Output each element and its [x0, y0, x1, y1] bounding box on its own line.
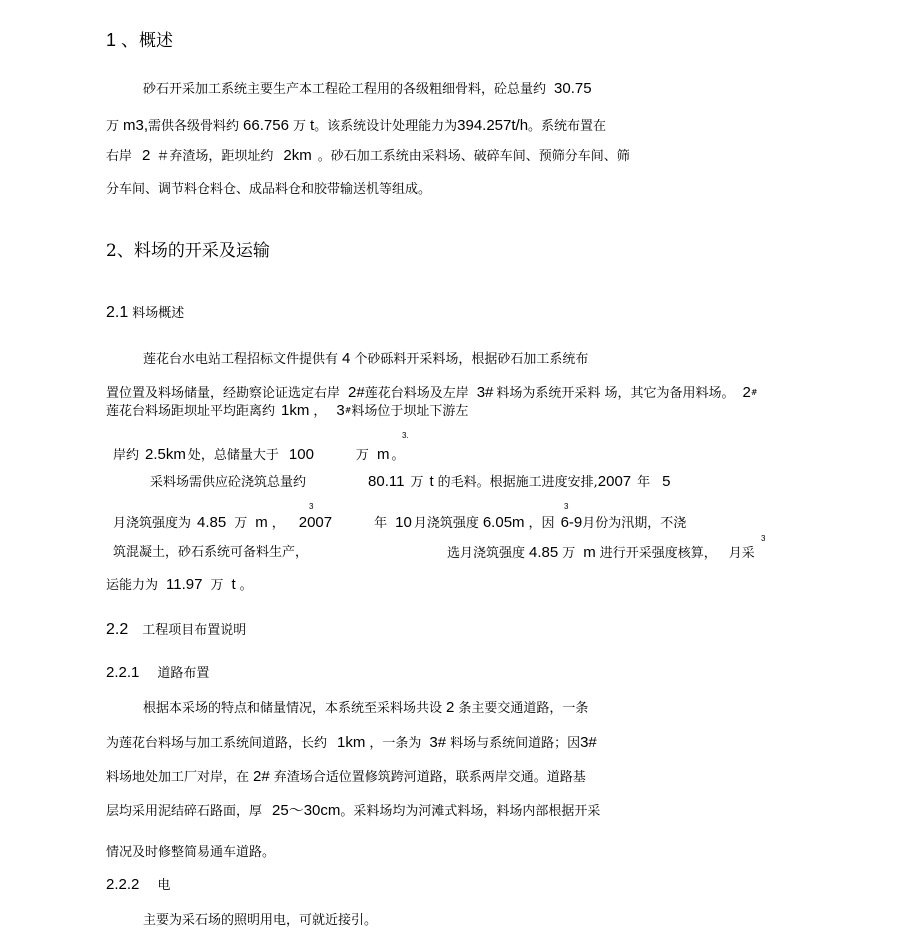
section-2-2-2-heading [106, 876, 170, 895]
value: 30.75 [554, 80, 592, 97]
text: ， [271, 516, 285, 531]
section-2-1-heading [106, 304, 184, 323]
value: 3# [429, 734, 447, 751]
text: 置位置及料场储量，经勘察论证选定右岸 [106, 386, 341, 401]
paragraph-line [143, 80, 592, 99]
paragraph-line [143, 699, 588, 718]
section-2-2-1-heading [106, 664, 209, 683]
text: 莲花台水电站工程招标文件提供有 [143, 352, 339, 367]
text: 万 [410, 475, 424, 490]
text: ＃弃渣场，距坝址约 [156, 149, 274, 164]
text: 分车间、调节料仓料仓、成品料仓和胶带输送机等组成。 [106, 182, 432, 197]
text: 。该系统设计处理能力为 [314, 119, 458, 134]
value: 2# [348, 384, 365, 401]
value: 3# [580, 734, 597, 751]
value: 80.11 [368, 473, 405, 490]
text: 层均采用泥结碎石路面，厚 [106, 804, 263, 819]
paragraph-line [106, 802, 600, 821]
text: 万 [210, 578, 224, 593]
section-number: 2.1 [106, 304, 129, 321]
paragraph-line [106, 844, 275, 862]
section-number: 2.2 [106, 621, 129, 638]
section-number: 2.2.2 [106, 876, 140, 893]
value: 4.85 [529, 544, 559, 561]
value: 10 [395, 514, 412, 531]
text: ，一条为 [369, 736, 422, 751]
text: ， [313, 404, 327, 419]
text: 为莲花台料场与加工系统间道路，长约 [106, 736, 328, 751]
value: 2# [253, 768, 270, 785]
text: 万 [234, 516, 248, 531]
text: 需供各级骨料约 [148, 119, 240, 134]
text: 主要为采石场的照明用电，可就近接引。 [143, 913, 378, 928]
value: 66.756 [243, 117, 289, 134]
text: 莲花台料场距坝址平均距离约 [106, 404, 276, 419]
text: ，因 [528, 516, 555, 531]
text: 月采 [728, 546, 755, 561]
value: 1km [337, 734, 366, 751]
text: 情况及时修整简易通车道路。 [106, 845, 276, 860]
value: 11.97 [166, 576, 203, 593]
paragraph-line [106, 384, 758, 403]
text: 。系统布置在 [528, 119, 607, 134]
text: 运能力为 [106, 578, 159, 593]
text: 。砂石加工系统由采料场、破碎车间、预筛分车间、筛 [317, 149, 630, 164]
text: 万 [562, 546, 576, 561]
text: 莲花台料场及左岸 [364, 386, 469, 401]
text: 。采料场均为河滩式料场，料场内部根据开采 [340, 804, 601, 819]
section-1-heading [106, 29, 173, 52]
superscript: 3 [761, 534, 766, 543]
text: 个砂砾料开采料场，根据砂石加工系统布 [354, 352, 589, 367]
paragraph-line [113, 544, 308, 562]
section-2-heading [106, 240, 270, 262]
section-title: 道路布置 [157, 666, 210, 681]
value: 2007 [298, 514, 333, 531]
value: 5 [662, 473, 671, 490]
text: 条主要交通道路，一条 [458, 701, 589, 716]
text: 。 [391, 448, 405, 463]
value: 3# [476, 384, 494, 401]
value: t [429, 473, 434, 490]
text: 的毛料。根据施工进度安排, [437, 475, 598, 490]
text: 根据本采场的特点和储量情况，本系统至采料场共设 [143, 701, 443, 716]
value: t [309, 117, 315, 134]
paragraph-line [143, 350, 588, 369]
superscript: # [750, 388, 758, 397]
value: 100 [288, 446, 314, 463]
text: 年 [374, 516, 388, 531]
value: 2 [142, 147, 151, 164]
superscript: 3 [564, 502, 569, 511]
superscript: # [344, 406, 352, 415]
section-number: 2.2.1 [106, 664, 140, 681]
value: 4 [342, 350, 351, 367]
value: 25～30cm [272, 802, 341, 819]
text: 料场位于坝址下游左 [351, 404, 469, 419]
value: 2.5km [145, 446, 186, 463]
text: 选月浇筑强度 [447, 546, 526, 561]
section-title: 工程项目布置说明 [142, 623, 247, 638]
paragraph-line [113, 446, 404, 465]
section-2-2-heading [106, 621, 246, 640]
text: 月浇筑强度 [413, 516, 479, 531]
text: 岸约 [113, 448, 140, 463]
text: 筑混凝土，砂石系统可备料生产， [113, 545, 309, 560]
paragraph-line [447, 544, 755, 563]
text: 采料场需供应砼浇筑总量约 [150, 475, 307, 490]
paragraph-line [106, 117, 606, 136]
value: 394.257t/h [457, 117, 529, 134]
value: m [376, 446, 390, 463]
text: 处，总储量大于 [187, 448, 279, 463]
section-title: 电 [157, 878, 171, 893]
text: 万 [292, 119, 306, 134]
section-title: 概述 [139, 31, 174, 51]
superscript: 3. [402, 431, 409, 440]
paragraph-line [113, 514, 686, 533]
text: 进行开采强度核算， [599, 546, 717, 561]
value: 4.85 [197, 514, 227, 531]
paragraph-line [106, 768, 586, 787]
text: 万 [106, 119, 120, 134]
section-number: 1 、 [106, 30, 140, 50]
value: t [231, 576, 236, 593]
paragraph-line [106, 147, 630, 166]
paragraph-line [143, 912, 377, 930]
section-title: 2、料场的开采及运输 [106, 241, 270, 261]
value: 2 [742, 384, 751, 401]
value: m [583, 544, 596, 561]
value: 6-9 [560, 514, 583, 531]
text: 月浇筑强度为 [113, 516, 192, 531]
paragraph-line [150, 473, 671, 492]
value: m3, [123, 117, 149, 134]
text: 弃渣场合适位置修筑跨河道路，联系两岸交通。道路基 [273, 770, 586, 785]
text: 料场地处加工厂对岸，在 [106, 770, 250, 785]
paragraph-line [106, 734, 597, 753]
text: 料场为系统开采料 场，其它为备用料场。 [496, 386, 735, 401]
paragraph-line [106, 181, 431, 199]
text: 。 [239, 578, 253, 593]
text: 右岸 [106, 149, 133, 164]
value: 3 [336, 402, 345, 419]
value: 6.05m [482, 514, 525, 531]
text: 月份为汛期，不浇 [582, 516, 687, 531]
value: 2km [283, 147, 312, 164]
value: 2007 [597, 473, 632, 490]
paragraph-line [106, 402, 468, 421]
text: 料场与系统间道路；因 [450, 736, 581, 751]
text: 砂石开采加工系统主要生产本工程砼工程用的各级粗细骨料，砼总量约 [143, 82, 547, 97]
text: 年 [637, 475, 651, 490]
value: 1km [281, 402, 310, 419]
text: 万 [355, 448, 369, 463]
section-title: 料场概述 [132, 306, 185, 321]
value: 2 [446, 699, 455, 716]
value: m [255, 514, 268, 531]
paragraph-line [106, 576, 253, 595]
superscript: 3 [309, 502, 314, 511]
